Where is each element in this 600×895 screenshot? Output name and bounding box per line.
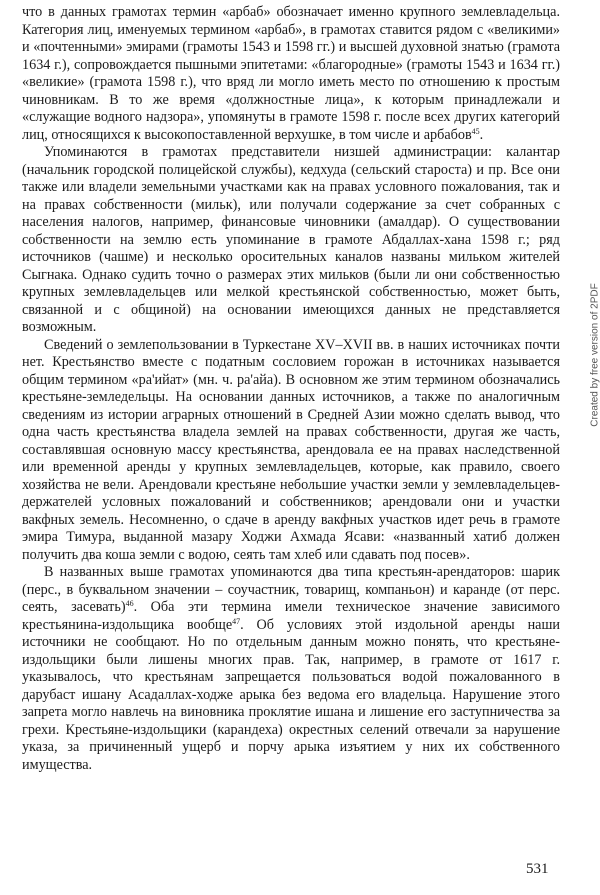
- footnote-ref-47[interactable]: 47: [232, 616, 241, 626]
- footnote-ref-45[interactable]: 45: [471, 126, 480, 136]
- side-watermark-text: Created by free version of 2PDF: [589, 283, 600, 427]
- footnote-ref-46[interactable]: 46: [125, 599, 134, 608]
- paragraph-3-text: Сведений о землепользовании в Туркестане XV–XVII вв. в наших источниках почти нет. Крестьянство вместе с податным сословием горожан в источниках называется общим термином «ра'ийат» (мн. ч. ра'айа). В основном же этим термином обозначались крестьяне-земледельцы. На основании данных источников, а также по аналогичным сведениям из истории аграрных отношений в Средней Азии можно сделать вывод, что одна часть крестьянства владела землей на правах собственности, другая же часть, составлявшая основную массу крестьянства, арендовала ее на правах наследственной или временной аренды у крупных землевладельцев, которые, как правило, своего хозяйства не вели. Арендовали крестьяне небольшие участки земли у землевладельцев-держателей условных пожалований и собственников; арендовали они и участки вакфных земель. Несомненно, о сдаче в аренду вакфных участков идет речь в грамоте эмира Тимура, выданной мазару Ходжи Ахмада Ясави: «названный хатиб должен получить два коша земли с водою, сеять там хлеб или сдавать под посев».: [22, 336, 560, 563]
- side-watermark: [587, 190, 600, 520]
- page-text: [22, 4, 560, 774]
- page-number: 531: [526, 861, 549, 877]
- paragraph-4: [22, 564, 560, 774]
- paragraph-4-text-a: В названных выше грамотах упоминаются два типа крестьян-арендаторов: шарик (перс., в буквальном значении – соучастник, товарищ, компаньон) и каранде (от перс. сеять, засевать): [22, 564, 560, 615]
- paragraph-2: [22, 144, 560, 337]
- paragraph-3: [22, 337, 560, 565]
- paragraph-1: что в данных грамотах термин «арбаб» обозначает именно крупного землевладельца. Категория лиц, именуемых термином «арбаб», в грамотах ставится рядом с «великими» и «почтенными» эмирами (грамоты 1543 и 1598 гг.) и высшей духовной знатью (грамота 1634 г.), сопровождается пышными эпитетами: «благородные» (грамоты 1543 и 1634 гг.) «великие» (грамота 1598 г.), что вряд ли могло иметь место по отношению к простым чиновникам. В то же время «должностные лица», к которым принадлежали и «служащие водного надзора», упомянуты в грамоте 1598 г. после всех других категорий лиц, относящихся к высокопоставленной верхушке, в том числе и арбабов$^{45}$.: [22, 4, 560, 143]
- paragraph-2-text: Упоминаются в грамотах представители низшей администрации: калантар (начальник городской полицейской службы), кедхуда (сельский староста) и пр. Все они также или владели земельными участками как на правах условного пожалования, так и на правах собственности (мильк), или получали содержание за счет собранных с населения налогов, например, финансовые чиновники (амалдар). О существовании собственности на землю есть упоминание в грамоте Абдаллах-хана 1598 г.; ряд источников (чашме) и несколько оросительных каналов названы мильком жителей Сыгнака. Однако судить точно о размерах этих мильков (были ли они собственностью крупных землевладельцев или мелкой крестьянской собственностью, может быть, связанной и с общиной) на основании имеющихся данных не представляется возможным.: [22, 144, 560, 335]
- paragraph-4-text-c: . Об условиях этой издольной аренды наши источники не сообщают. Но по отдельным данным можно понять, что крестьяне-издольщики были лишены многих прав. Так, например, в грамоте от 1617 г. указывалось, что крестьянам запрещается пользоваться водой пожалованного в дарубаст ишану Асадаллах-ходже арыка без ведома его владельца. Нарушение этого запрета могло навлечь на виновника проклятие ишана и лишение его заступничества за грехи. Крестьяне-издольщики (карандеха) окрестных селений отвечали за нарушение указа, за причиненный ущерб и порчу арыка изъятием у них их собственного имущества.: [22, 616, 560, 773]
- paragraph-4-text-b: . Оба эти термина имели техническое значение зависимого крестьянина-издольщика вообще: [22, 599, 561, 633]
- paragraph-1-text: что в данных грамотах термин «арбаб» обозначает именно крупного землевладельца. Категория лиц, именуемых термином «арбаб», в грамотах ставится рядом с «великими» и «почтенными» эмирами (грамоты 1543 и 1598 гг.) и высшей духовной знатью (грамота 1634 г.), сопровождается пышными эпитетами: «благородные» (грамоты 1543 и 1634 гг.) «великие» (грамота 1598 г.), что вряд ли могло иметь место по отношению к простым чиновникам. В то же время «должностные лица», к которым принадлежали и «служащие водного надзора», упомянуты в грамоте 1598 г. после всех других категорий лиц, относящихся к высокопоставленной верхушке, в том числе и арбабов: [22, 4, 560, 143]
